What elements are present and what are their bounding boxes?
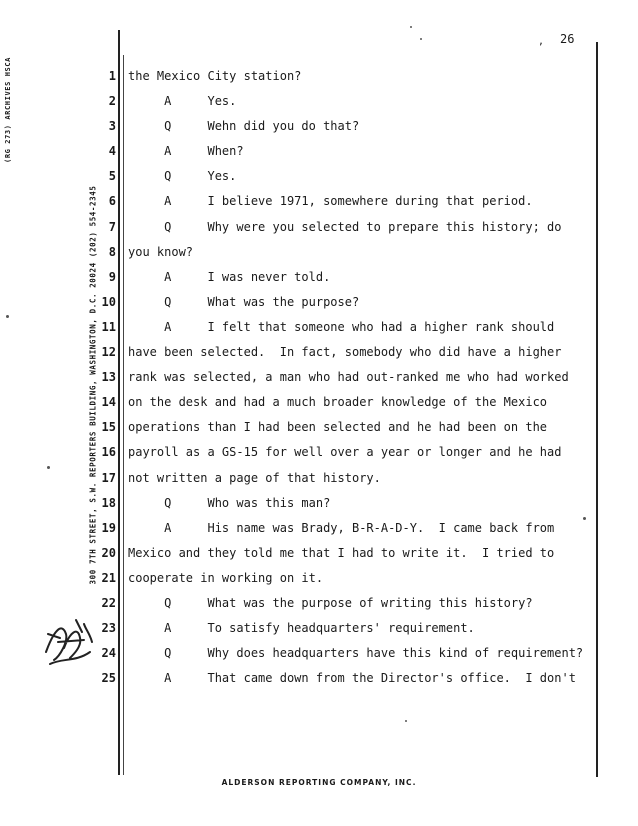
footer-company: ALDERSON REPORTING COMPANY, INC. [221, 778, 417, 787]
line-number: 11 [101, 319, 116, 334]
transcript-line: Q What was the purpose of writing this history? [128, 595, 533, 610]
archive-stamp-text: (RG 273) ARCHIVES HSCA [4, 57, 12, 163]
line-number: 7 [108, 219, 116, 234]
transcript-line: A That came down from the Director's office. I don't [128, 671, 576, 686]
line-number: 22 [101, 595, 116, 610]
transcript-line: Q Who was this man? [128, 495, 331, 510]
transcript-line: A I was never told. [128, 269, 331, 284]
reporter-address-text: 300 7TH STREET, S.W. REPORTERS BUILDING, WASHINGTON, D.C. 20024 (202) 554-2345 [88, 185, 98, 585]
transcript-line: A To satisfy headquarters' requirement. [128, 621, 475, 636]
transcript-line: the Mexico City station? [128, 69, 302, 83]
scan-speck [583, 517, 586, 520]
line-number: 9 [108, 269, 116, 284]
line-number: 8 [108, 244, 116, 259]
line-number: 12 [101, 345, 116, 360]
page-number: 26 [560, 32, 575, 46]
line-number: 4 [108, 144, 116, 159]
line-number: 21 [101, 570, 116, 585]
line-number: 2 [108, 94, 116, 109]
transcript-line: payroll as a GS-15 for well over a year or longer and he had [128, 445, 562, 460]
transcript-line: Q Yes. [128, 169, 237, 184]
page-number-tick: , [538, 36, 545, 47]
line-number: 17 [101, 470, 116, 485]
line-number: 19 [101, 520, 116, 535]
transcript-line: have been selected. In fact, somebody who did have a higher [128, 345, 562, 360]
transcript-line: A His name was Brady, B-R-A-D-Y. I came back from [128, 520, 555, 535]
line-number: 5 [108, 169, 116, 184]
line-number: 14 [101, 395, 116, 410]
line-numbers-column [88, 64, 116, 691]
transcript-line: on the desk and had a much broader knowledge of the Mexico [128, 395, 548, 410]
line-number: 23 [101, 621, 116, 636]
transcript-line: operations than I had been selected and he had been on the [128, 420, 548, 435]
left-margin-rule [118, 30, 120, 775]
line-number: 25 [101, 671, 116, 686]
line-number: 1 [108, 69, 116, 83]
archive-stamp [4, 57, 22, 163]
line-number: 13 [101, 370, 116, 385]
scan-speck [405, 720, 407, 722]
transcript-line: A I felt that someone who had a higher rank should [128, 319, 555, 334]
line-number: 15 [101, 420, 116, 435]
line-number: 16 [101, 445, 116, 460]
transcript-line: A Yes. [128, 94, 237, 109]
scan-speck [47, 466, 50, 469]
line-number: 3 [108, 119, 116, 134]
transcript-line: Q Why does headquarters have this kind of requirement? [128, 646, 584, 661]
line-number: 18 [101, 495, 116, 510]
left-margin-inner-rule [123, 55, 124, 775]
transcript-line: Q Why were you selected to prepare this history; do [128, 219, 562, 234]
transcript-line: Mexico and they told me that I had to write it. I tried to [128, 545, 555, 560]
transcript-line: A When? [128, 144, 244, 159]
line-number: 24 [101, 646, 116, 661]
scan-speck [410, 26, 412, 28]
transcript-line: A I believe 1971, somewhere during that period. [128, 194, 533, 209]
transcript-line: rank was selected, a man who had out-ranked me who had worked [128, 370, 569, 385]
transcript-body [128, 64, 598, 691]
line-number: 6 [108, 194, 116, 209]
line-number: 10 [101, 294, 116, 309]
transcript-line: cooperate in working on it. [128, 570, 324, 585]
transcript-line: not written a page of that history. [128, 470, 381, 485]
scan-speck [420, 38, 422, 40]
transcript-line: you know? [128, 244, 194, 259]
line-number: 20 [101, 545, 116, 560]
handwritten-initials [40, 612, 98, 672]
scan-speck [6, 315, 9, 318]
transcript-line: Q Wehn did you do that? [128, 119, 360, 134]
transcript-line: Q What was the purpose? [128, 294, 360, 309]
